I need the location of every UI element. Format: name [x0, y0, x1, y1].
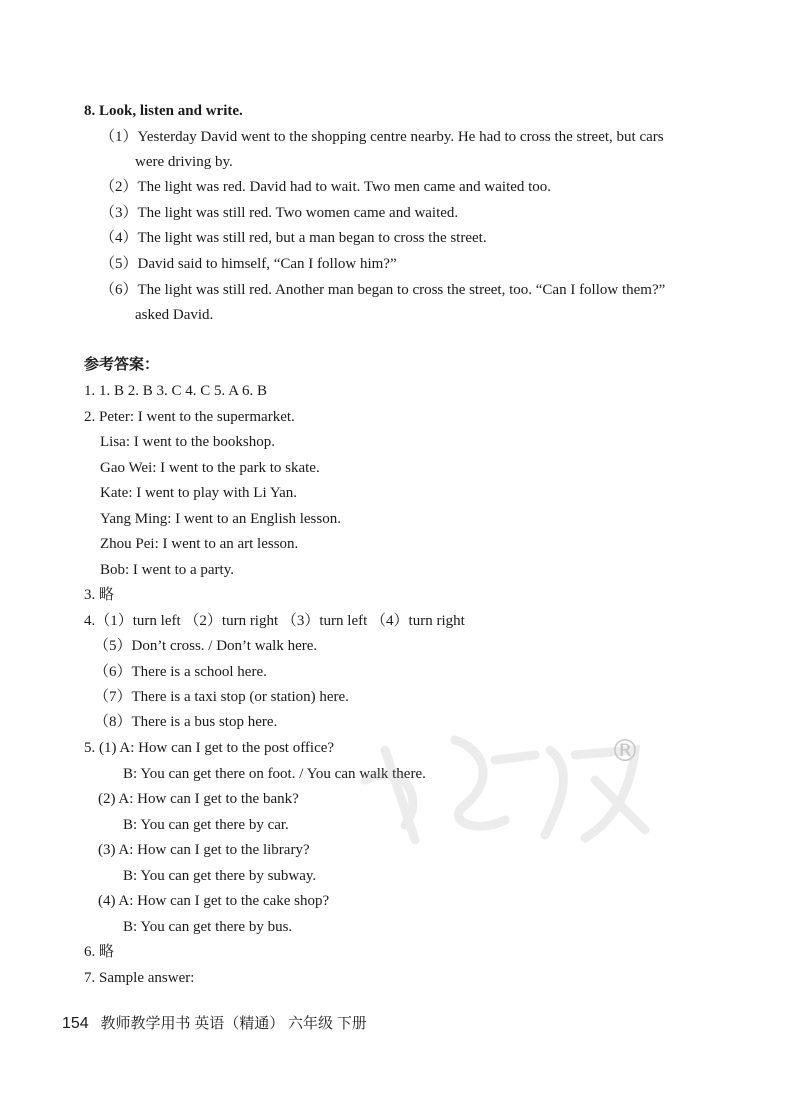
- answer-2-line-5: Yang Ming: I went to an English lesson.: [100, 511, 341, 527]
- answer-5-line-8: B: You can get there by bus.: [123, 919, 293, 935]
- answer-4-line-1: 4.（1）turn left （2）turn right （3）turn left （4）turn right: [84, 613, 465, 629]
- answer-5-line-4: B: You can get there by car.: [123, 817, 289, 833]
- answer-5-line-3: (2) A: How can I get to the bank?: [98, 791, 299, 807]
- section-8-item-2: （2）The light was red. David had to wait. Two men came and waited too.: [100, 179, 552, 195]
- answer-4-line-3: （6）There is a school here.: [94, 664, 267, 680]
- page-footer: [62, 1012, 367, 1033]
- answer-5-line-2: B: You can get there on foot. / You can walk there.: [123, 766, 426, 782]
- answer-2-line-4: Kate: I went to play with Li Yan.: [100, 485, 298, 501]
- section-8-item-1-cont: were driving by.: [135, 154, 233, 170]
- answer-5-line-7: (4) A: How can I get to the cake shop?: [98, 893, 330, 909]
- answer-5-line-5: (3) A: How can I get to the library?: [98, 842, 310, 858]
- registered-mark: ®: [610, 734, 640, 769]
- answers-heading: 参考答案：: [84, 357, 160, 373]
- answer-2-line-1: 2. Peter: I went to the supermarket.: [84, 409, 295, 425]
- section-8-title: 8. Look, listen and write.: [84, 103, 243, 119]
- answer-4-line-4: （7）There is a taxi stop (or station) here.: [94, 689, 349, 705]
- section-8-item-4: （4）The light was still red, but a man began to cross the street.: [100, 230, 487, 246]
- book-title: 教师教学用书 英语（精通） 六年级 下册: [100, 1016, 367, 1032]
- answer-6: 6. 略: [84, 944, 115, 960]
- answer-2-line-3: Gao Wei: I went to the park to skate.: [100, 460, 320, 476]
- answer-5-line-1: 5. (1) A: How can I get to the post office?: [84, 740, 335, 756]
- answer-3: 3. 略: [84, 587, 115, 603]
- answer-4-line-2: （5）Don’t cross. / Don’t walk here.: [94, 638, 318, 654]
- answer-4-line-5: （8）There is a bus stop here.: [94, 714, 278, 730]
- page-number: 154: [62, 1015, 89, 1032]
- section-8-item-6-cont: asked David.: [135, 307, 214, 323]
- section-8-item-5: （5）David said to himself, “Can I follow him?”: [100, 256, 397, 272]
- answer-1: 1. 1. B 2. B 3. C 4. C 5. A 6. B: [84, 383, 267, 399]
- answer-2-line-2: Lisa: I went to the bookshop.: [100, 434, 275, 450]
- answer-7: 7. Sample answer:: [84, 970, 195, 986]
- answer-2-line-7: Bob: I went to a party.: [100, 562, 234, 578]
- section-8-item-1: （1）Yesterday David went to the shopping centre nearby. He had to cross the street, but cars: [100, 129, 664, 145]
- answer-2-line-6: Zhou Pei: I went to an art lesson.: [100, 536, 299, 552]
- section-8-item-3: （3）The light was still red. Two women came and waited.: [100, 205, 459, 221]
- section-8-item-6: （6）The light was still red. Another man began to cross the street, too. “Can I follow them?”: [100, 282, 666, 298]
- answer-5-line-6: B: You can get there by subway.: [123, 868, 317, 884]
